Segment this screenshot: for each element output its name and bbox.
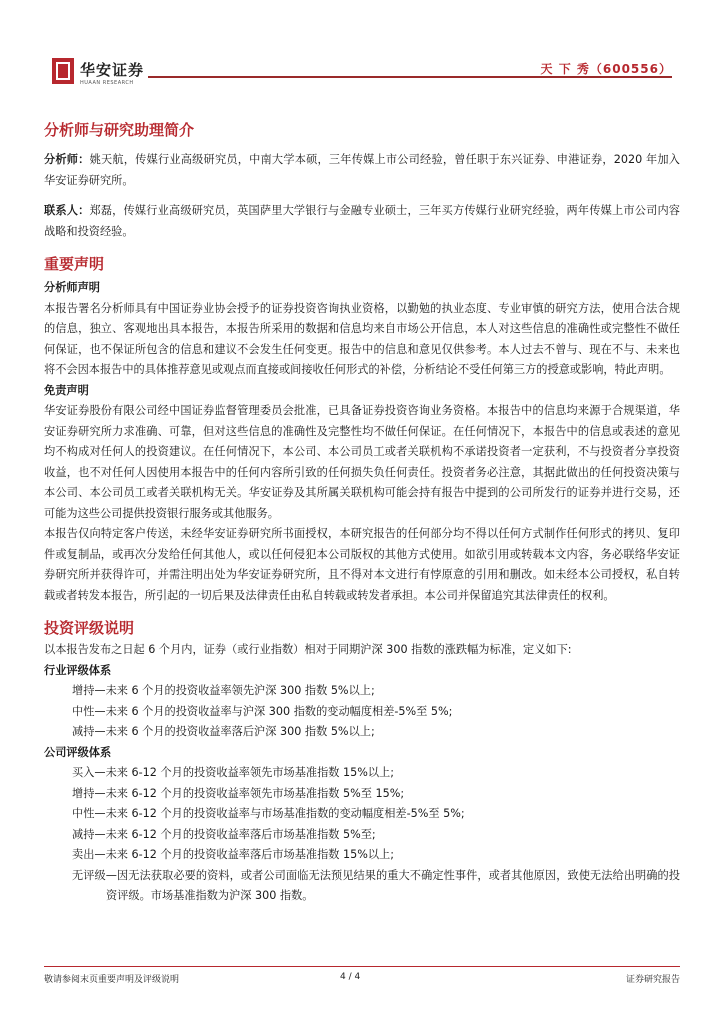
company-rating-item: 卖出—未来 6-12 个月的投资收益率落后市场基准指数 15%以上; xyxy=(72,848,395,861)
company-rating-item: 增持—未来 6-12 个月的投资收益率领先市场基准指数 5%至 15%; xyxy=(72,786,405,800)
analyst-paragraph xyxy=(44,150,680,191)
header-divider xyxy=(148,76,672,78)
exemption-text-1: 华安证券股份有限公司经中国证券监督管理委员会批准，已具备证券投资咨询业务资格。本报告中的信息均来源于合规渠道，华安证券研究所力求准确、可靠，但对这些信息的准确性及完整性均不做任何保证。在任何情况下，本报告中的信息或表述的意见均不构成对任何人的投资建议。在任何情况下，本公司、本公司员工或者关联机构不承诺投资者一定获利，不与投资者分享投资收益，也不对任何人因使用本报告中的任何内容所引致的任何损失负任何责任。投资者务必注意，其据此做出的任何投资决策与本公司、本公司员工或者关联机构无关。华安证券及其所属关联机构可能会持有报告中提到的公司所发行的证券并进行交易，还可能为这些公司提供投资银行服务或其他服务。 xyxy=(44,404,680,520)
exemption-text-2: 本报告仅向特定客户传送，未经华安证券研究所书面授权，本研究报告的任何部分均不得以任何方式制作任何形式的拷贝、复印件或复制品，或再次分发给任何其他人，或以任何侵犯本公司版权的其他方式使用。如欲引用或转载本文内容，务必联络华安证券研究所并获得许可，并需注明出处为华安证券研究所，且不得对本文进行有悖原意的引用和删改。如未经本公司授权，私自转载或者转发本报告，所引起的一切后果及法律责任由私自转载或转发者承担。本公司并保留追究其法律责任的权利。 xyxy=(44,527,680,602)
contact-paragraph xyxy=(44,201,680,242)
company-rating-item: 减持—未来 6-12 个月的投资收益率落后市场基准指数 5%至; xyxy=(72,827,376,841)
logo-icon xyxy=(52,58,74,84)
analyst-declaration-title: 分析师声明 xyxy=(44,281,100,294)
industry-rating-item: 增持—未来 6 个月的投资收益率领先沪深 300 指数 5%以上; xyxy=(72,684,375,697)
industry-rating-title: 行业评级体系 xyxy=(44,663,112,677)
logo-name: 华安证券 xyxy=(80,61,145,79)
footer-divider xyxy=(44,966,680,967)
footer-report-type: 证券研究报告 xyxy=(625,975,680,985)
page-number: 4 / 4 xyxy=(340,972,361,982)
company-rating-item: 中性—未来 6-12 个月的投资收益率与市场基准指数的变动幅度相差-5%至 5%; xyxy=(72,807,465,820)
intro-title: 分析师与研究助理简介 xyxy=(44,121,195,139)
exemption-title: 免责声明 xyxy=(44,383,89,397)
contact-label: 联系人： xyxy=(44,204,90,217)
company-rating-title: 公司评级体系 xyxy=(44,745,112,759)
rating-title: 投资评级说明 xyxy=(44,619,135,637)
contact-text: 郑磊，传媒行业高级研究员，英国萨里大学银行与金融专业硕士，三年买方传媒行业研究经验，两年传媒上市公司内容战略和投资经验。 xyxy=(44,204,680,238)
company-rating-item: 买入—未来 6-12 个月的投资收益率领先市场基准指数 15%以上; xyxy=(72,766,395,779)
footer-note: 敬请参阅末页重要声明及评级说明 xyxy=(44,975,180,985)
analyst-label: 分析师： xyxy=(44,153,90,166)
industry-rating-item: 减持—未来 6 个月的投资收益率落后沪深 300 指数 5%以上; xyxy=(72,725,375,738)
logo-subtitle: HUAAN RESEARCH xyxy=(80,80,134,86)
stock-title: 天 下 秀（600556） xyxy=(540,62,672,76)
main-content xyxy=(44,118,680,907)
industry-rating-item: 中性—未来 6 个月的投资收益率与沪深 300 指数的变动幅度相差-5%至 5%; xyxy=(72,704,453,718)
analyst-declaration-text: 本报告署名分析师具有中国证券业协会授予的证券投资咨询执业资格，以勤勉的执业态度、专业审慎的研究方法，使用合法合规的信息，独立、客观地出具本报告，本报告所采用的数据和信息均来自市场公开信息，本人对这些信息的准确性或完整性不做任何保证，也不保证所包含的信息和建议不会发生任何变更。报告中的信息和意见仅供参考。本人过去不曾与、现在不与、未来也将不会因本报告中的具体推荐意见或观点而直接或间接收任何形式的补偿，分析结论不受任何第三方的授意或影响，特此声明。 xyxy=(44,301,680,376)
disclaimer-title: 重要声明 xyxy=(44,255,105,273)
no-rating-text: 无评级—因无法获取必要的资料，或者公司面临无法预见结果的重大不确定性事件，或者其他原因，致使无法给出明确的投资评级。市场基准指数为沪深 300 指数。 xyxy=(72,868,680,902)
rating-intro: 以本报告发布之日起 6 个月内，证券（或行业指数）相对于同期沪深 300 指数的涨跌幅为标准，定义如下: xyxy=(44,643,572,656)
company-rating-list xyxy=(44,763,680,866)
industry-rating-list xyxy=(44,681,680,743)
analyst-text: 姚天航，传媒行业高级研究员，中南大学本硕，三年传媒上市公司经验，曾任职于东兴证券、申港证券，2020 年加入华安证券研究所。 xyxy=(44,153,680,187)
